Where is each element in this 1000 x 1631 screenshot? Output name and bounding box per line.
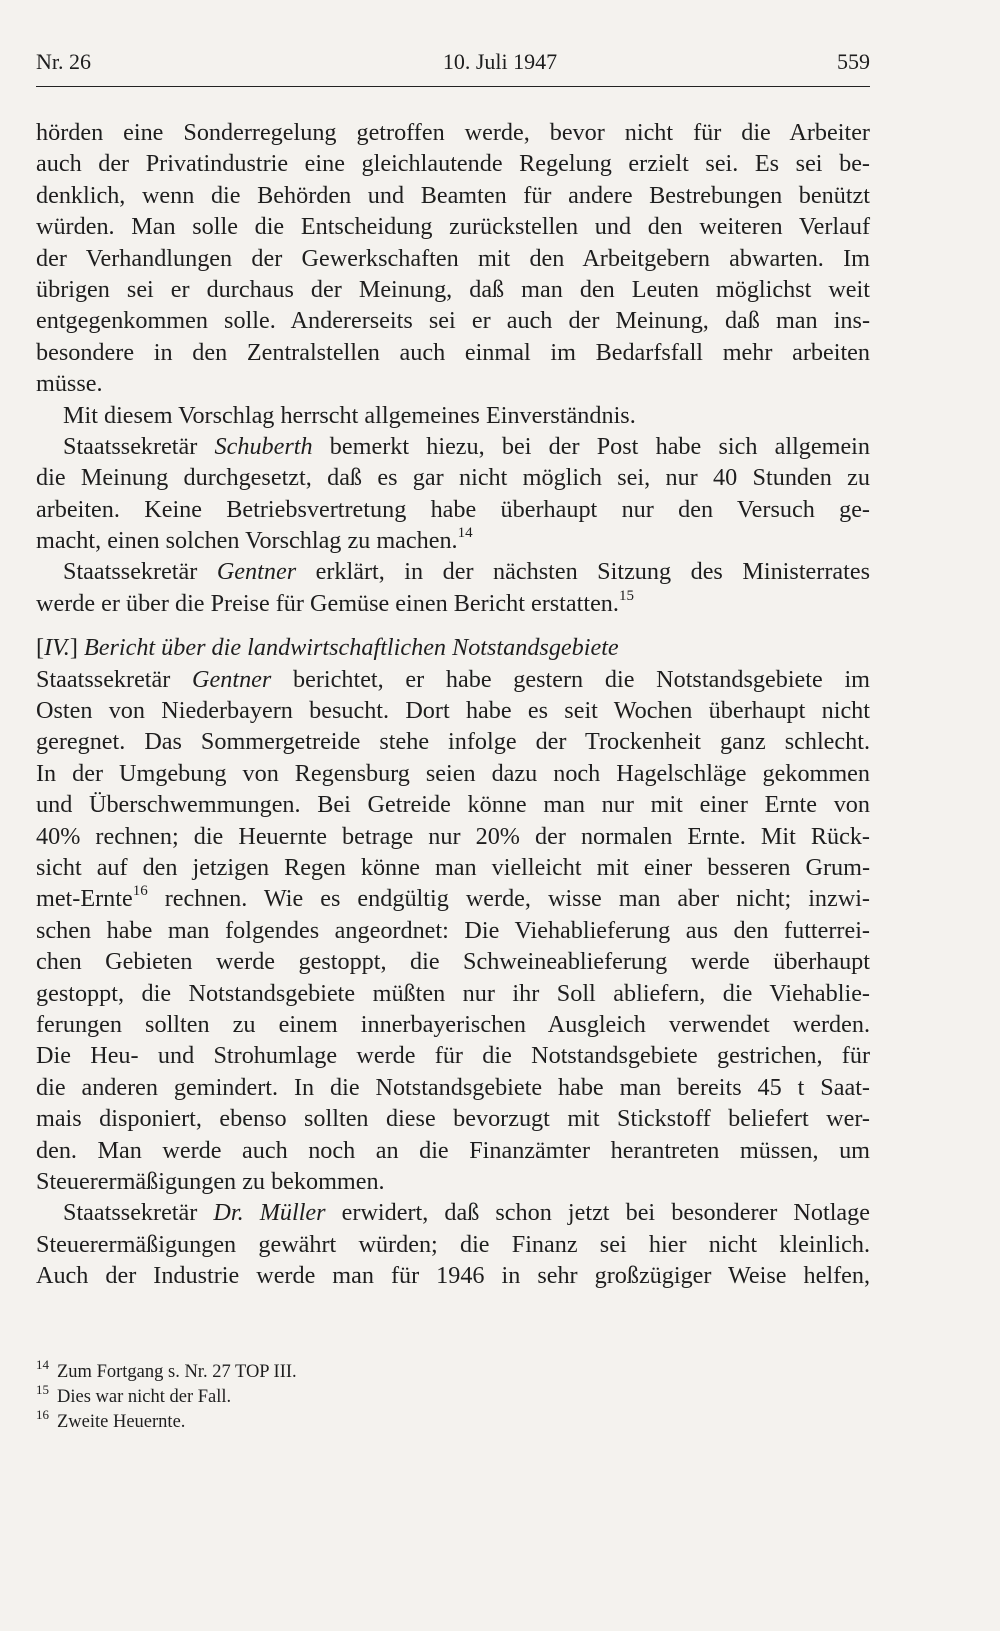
footnote-ref: 14 bbox=[457, 525, 473, 542]
footnote: $^{16}$ Zweite Heuernte. bbox=[36, 1406, 186, 1432]
section-title: Bericht über die landwirtschaftlichen Notstandsgebiete bbox=[83, 634, 619, 662]
footnote-number: 16 bbox=[36, 1406, 49, 1422]
text-line: auch der Privatindustrie eine gleichlautende Regelung erzielt sei. Es sei be- bbox=[36, 150, 870, 178]
document-date: 10. Juli 1947 bbox=[442, 49, 558, 74]
text-line: würden. Man solle die Entscheidung zurückstellen und den weiteren Verlauf bbox=[36, 213, 870, 241]
text-line: die anderen gemindert. In die Notstandsgebiete habe man bereits 45 t Saat- bbox=[36, 1073, 870, 1101]
text-line: met-Ernte$^{16}$ rechnen. Wie es endgültig werde, wisse man aber nicht; inzwi- bbox=[36, 883, 870, 913]
text-line: hörden eine Sonderregelung getroffen werde, bevor nicht für die Arbeiter bbox=[36, 119, 870, 146]
text-line: Mit diesem Vorschlag herrscht allgemeines Einverständnis. bbox=[63, 401, 636, 429]
text-line: Staatssekretär Gentner erklärt, in der nächsten Sitzung des Ministerrates bbox=[63, 558, 870, 586]
document-number: Nr. 26 bbox=[36, 49, 91, 74]
text-line: denklich, wenn die Behörden und Beamten für andere Bestrebungen benützt bbox=[36, 181, 870, 209]
text-line: besondere in den Zentralstellen auch einmal im Bedarfsfall mehr arbeiten bbox=[36, 338, 870, 366]
footnote-ref: 15 bbox=[618, 587, 634, 604]
footnote-number: 15 bbox=[36, 1381, 49, 1397]
text-line: Die Heu- und Strohumlage werde für die Notstandsgebiete gestrichen, für bbox=[36, 1042, 870, 1070]
text-line: Staatssekretär Schuberth bemerkt hiezu, bei der Post habe sich allgemein bbox=[63, 432, 870, 460]
text-line: Steuerermäßigungen zu bekommen. bbox=[36, 1167, 385, 1195]
speaker-name: Gentner bbox=[192, 665, 272, 693]
text-line: Staatssekretär Dr. Müller erwidert, daß schon jetzt bei besonderer Notlage bbox=[63, 1199, 870, 1227]
footnotes bbox=[36, 1356, 736, 1435]
footnote-number: 14 bbox=[36, 1356, 49, 1372]
text-line: entgegenkommen solle. Andererseits sei er auch der Meinung, daß man ins- bbox=[36, 307, 870, 335]
text-line: ferungen sollten zu einem innerbayerischen Ausgleich verwendet werden. bbox=[36, 1010, 870, 1038]
text-line: sicht auf den jetzigen Regen könne man vielleicht mit einer besseren Grum- bbox=[36, 853, 870, 881]
text-line: und Überschwemmungen. Bei Getreide könne man nur mit einer Ernte von bbox=[36, 791, 870, 819]
text-line: werde er über die Preise für Gemüse einen Bericht erstatten.$^{15}$ bbox=[36, 587, 634, 617]
text-line: Osten von Niederbayern besucht. Dort habe es seit Wochen überhaupt nicht bbox=[36, 697, 870, 725]
text-line: schen habe man folgendes angeordnet: Die Viehablieferung aus den futterrei- bbox=[36, 916, 870, 944]
text-line: Staatssekretär Gentner berichtet, er habe gestern die Notstandsgebiete im bbox=[36, 665, 870, 693]
text-line: Auch der Industrie werde man für 1946 in sehr großzügiger Weise helfen, bbox=[36, 1262, 870, 1290]
text-line: die Meinung durchgesetzt, daß es gar nicht möglich sei, nur 40 Stunden zu bbox=[36, 464, 870, 492]
text-line: arbeiten. Keine Betriebsvertretung habe überhaupt nur den Versuch ge- bbox=[36, 495, 870, 523]
text-line: In der Umgebung von Regensburg seien dazu noch Hagelschläge gekommen bbox=[36, 759, 870, 787]
header-rule bbox=[36, 86, 870, 87]
section-gap bbox=[36, 619, 870, 632]
footnote: $^{14}$ Zum Fortgang s. Nr. 27 TOP III. bbox=[36, 1356, 297, 1382]
speaker-name: Gentner bbox=[216, 558, 297, 586]
speaker-name: Schuberth bbox=[214, 432, 313, 460]
body-text bbox=[36, 117, 870, 1291]
text-line: macht, einen solchen Vorschlag zu machen.$^{14}$ bbox=[36, 525, 473, 555]
text-line: übrigen sei er durchaus der Meinung, daß man den Leuten möglichst weit bbox=[36, 275, 870, 303]
text-line: 40% rechnen; die Heuernte betrage nur 20% der normalen Ernte. Mit Rück- bbox=[36, 822, 870, 850]
page-number: 559 bbox=[837, 49, 870, 74]
text-line: chen Gebieten werde gestoppt, die Schweineablieferung werde überhaupt bbox=[36, 948, 870, 976]
text-line: der Verhandlungen der Gewerkschaften mit den Arbeitgebern abwarten. Im bbox=[36, 244, 870, 272]
text-line: geregnet. Das Sommergetreide stehe infolge der Trockenheit ganz schlecht. bbox=[36, 728, 870, 756]
section-heading: [IV.] Bericht über die landwirtschaftlichen Notstandsgebiete bbox=[36, 634, 619, 662]
text-line: gestoppt, die Notstandsgebiete müßten nur ihr Soll abliefern, die Viehablie- bbox=[36, 979, 870, 1007]
text-line: den. Man werde auch noch an die Finanzämter herantreten müssen, um bbox=[36, 1136, 870, 1164]
text-line: müsse. bbox=[36, 370, 103, 398]
footnote-ref: 16 bbox=[132, 883, 148, 900]
text-line: Steuerermäßigungen gewährt würden; die Finanz sei hier nicht kleinlich. bbox=[36, 1230, 870, 1258]
footnote: $^{15}$ Dies war nicht der Fall. bbox=[36, 1381, 232, 1407]
speaker-name: Dr. Müller bbox=[213, 1199, 326, 1227]
text-line: mais disponiert, ebenso sollten diese bevorzugt mit Stickstoff beliefert wer- bbox=[36, 1105, 870, 1133]
